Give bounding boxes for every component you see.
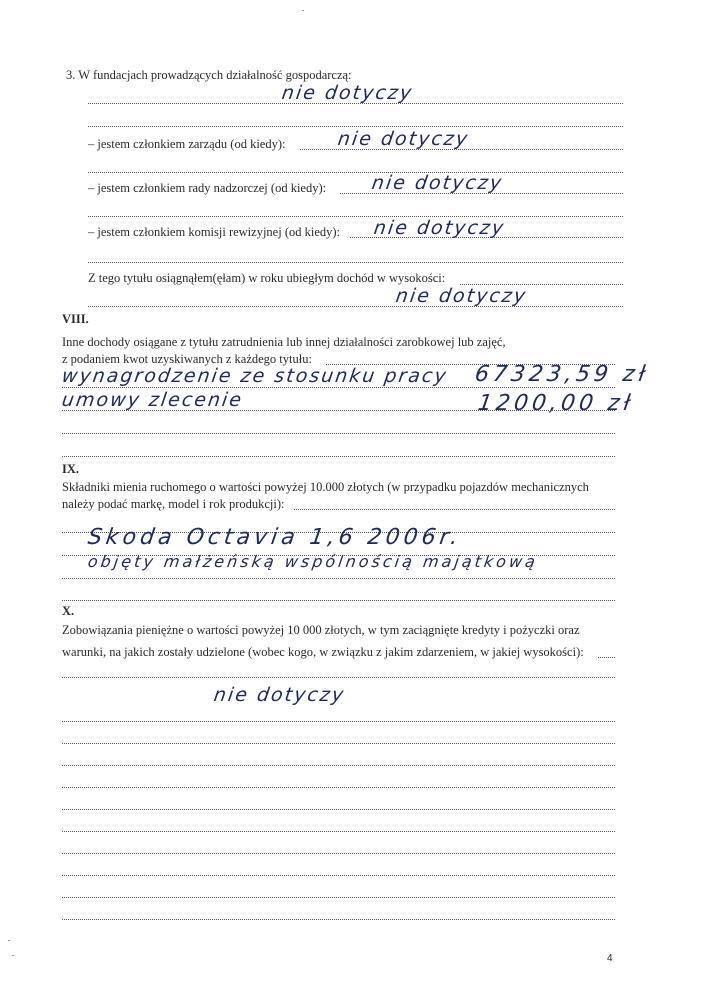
section8-hw1-amount: 67323,59 zł: [473, 362, 651, 387]
scan-speck: [8, 940, 10, 941]
item3-handwriting: nie dotyczy: [280, 82, 415, 104]
dotted-line: [62, 765, 615, 766]
scan-speck: [302, 10, 304, 11]
section8-hw2-amount: 1200,00 zł: [476, 391, 636, 416]
dotted-line: [62, 600, 615, 601]
komisja-handwriting: nie dotyczy: [372, 217, 507, 239]
dochod-handwriting: nie dotyczy: [394, 285, 529, 307]
dotted-line: [88, 216, 623, 217]
dotted-line: [62, 387, 615, 388]
zarzad-label: – jestem członkiem zarządu (od kiedy):: [88, 137, 286, 151]
section10-line1: Zobowiązania pieniężne o wartości powyżej 10 000 złotych, w tym zaciągnięte kredyty i pożyczki oraz: [62, 623, 580, 637]
komisja-label: – jestem członkiem komisji rewizyjnej (od kiedy):: [88, 225, 341, 239]
section8-line2: z podaniem kwot uzyskiwanych z każdego tytułu:: [62, 352, 312, 366]
scan-speck: [12, 955, 14, 956]
dotted-line: [62, 743, 615, 744]
dotted-line: [88, 103, 623, 104]
section9-heading: IX.: [62, 462, 80, 476]
section9-line1: Składniki mienia ruchomego o wartości powyżej 10.000 złotych (w przypadku pojazdów mechanicznych: [62, 480, 589, 494]
dotted-line: [62, 578, 615, 579]
dotted-line: [62, 809, 615, 810]
rada-label: – jestem członkiem rady nadzorczej (od kiedy):: [88, 181, 327, 195]
section10-line2: warunki, na jakich zostały udzielone (wobec kogo, w związku z jakim zdarzeniem, w jakiej wysokości):: [62, 645, 584, 659]
dotted-line: [62, 787, 615, 788]
dotted-line: [88, 126, 623, 127]
section10-handwriting: nie dotyczy: [212, 684, 347, 706]
dotted-line: [62, 721, 615, 722]
dotted-line: [62, 456, 615, 457]
page-number: 4: [607, 953, 613, 964]
section8-heading: VIII.: [62, 312, 89, 326]
section8-hw1-text: wynagrodzenie ze stosunku pracy: [60, 365, 450, 387]
section9-line2: należy podać markę, model i rok produkcji):: [62, 497, 285, 511]
dotted-line: [294, 509, 615, 510]
dotted-line: [88, 172, 623, 173]
dotted-line: [62, 433, 615, 434]
dochod-label: Z tego tytułu osiągnąłem(ęłam) w roku ubiegłym dochód w wysokości:: [88, 271, 446, 285]
section8-hw2-text: umowy zlecenie: [60, 389, 245, 411]
dotted-line: [62, 919, 615, 920]
dotted-line: [88, 306, 623, 307]
dotted-line: [62, 410, 615, 411]
dotted-line: [62, 897, 615, 898]
dotted-line: [62, 853, 615, 854]
section8-line1: Inne dochody osiągane z tytułu zatrudnienia lub innej działalności zarobkowej lub zajęć,: [62, 335, 506, 349]
section10-heading: X.: [62, 604, 75, 618]
section9-hw1: Skoda Octavia 1,6 2006r.: [86, 525, 464, 550]
dotted-line: [88, 262, 623, 263]
dotted-line: [62, 677, 615, 678]
dotted-line: [62, 831, 615, 832]
item3-label: 3. W fundacjach prowadzących działalność gospodarczą:: [66, 68, 352, 82]
zarzad-handwriting: nie dotyczy: [336, 128, 471, 150]
rada-handwriting: nie dotyczy: [370, 172, 505, 194]
dotted-line: [598, 657, 615, 658]
section9-hw2: objęty małżeńską wspólnością majątkową: [86, 552, 540, 571]
dotted-line: [62, 875, 615, 876]
